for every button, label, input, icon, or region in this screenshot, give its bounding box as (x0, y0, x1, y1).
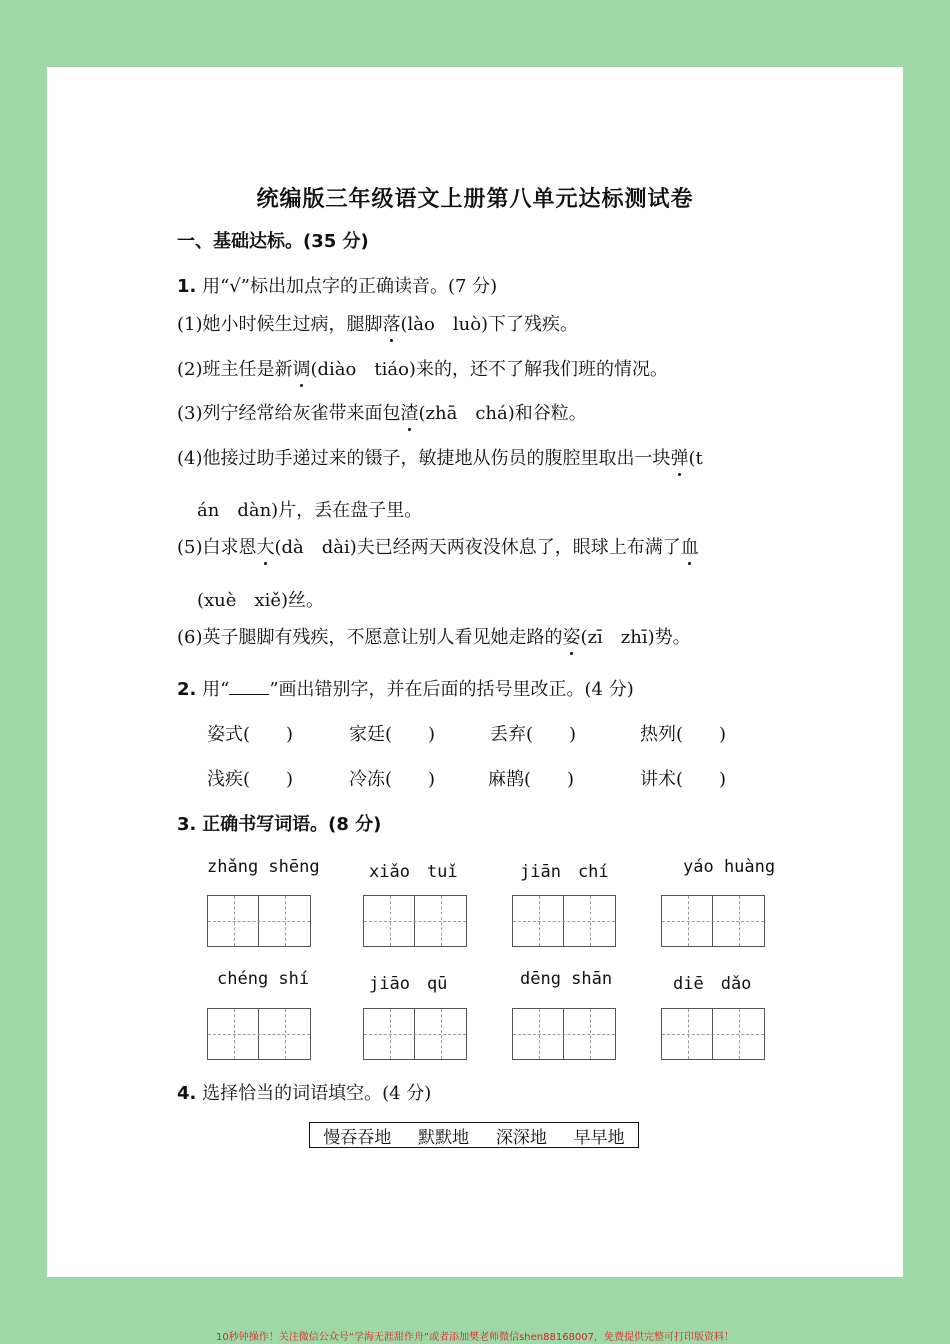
q1-item-4-pre: (4)他接过助手递过来的镊子，敏捷地从伤员的腹腔里取出一块 (177, 448, 671, 469)
q1-item-5-pre: (5)白求恩 (177, 537, 257, 558)
writing-box-2-2[interactable] (363, 1008, 467, 1060)
q4-text: 选择恰当的词语填空。(4 分) (202, 1083, 432, 1104)
q2-word-1-1: 姿式( ) (207, 724, 294, 745)
word-bank-item-1: 慢吞吞地 (323, 1127, 392, 1148)
pinyin-1-4: yáo huàng (683, 857, 776, 877)
q1-item-5-dot-char: 大 (257, 533, 275, 559)
pinyin-1-3: jiān chí (520, 862, 609, 882)
q1-item-1-dot-char: 落 (383, 310, 401, 336)
q1-item-1 (177, 310, 578, 336)
q2-word-1-2: 家廷( ) (349, 724, 436, 745)
q1-item-3 (177, 399, 587, 425)
q2-word-2-3: 麻鹊( ) (488, 769, 575, 790)
word-bank-item-2: 默默地 (418, 1127, 470, 1148)
q1-item-6-pre: (6)英子腿脚有残疾，不愿意让别人看见她走路的 (177, 627, 563, 648)
pinyin-2-2: jiāo qū (369, 974, 448, 994)
writing-box-2-3[interactable] (512, 1008, 616, 1060)
q1-item-3-pre: (3)列宁经常给灰雀带来面包 (177, 403, 401, 424)
q3-number: 3. (177, 814, 197, 835)
writing-box-1-3[interactable] (512, 895, 616, 947)
pinyin-2-3: dēng shān (520, 969, 613, 989)
q1-heading (177, 272, 497, 298)
q3-heading (177, 810, 381, 836)
q1-item-1-pre: (1)她小时候生过病，腿脚 (177, 314, 383, 335)
word-bank (309, 1122, 639, 1148)
q2-word-1-3: 丢弃( ) (490, 724, 577, 745)
pinyin-1-2: xiǎo tuǐ (369, 862, 458, 882)
word-bank-item-4: 早早地 (573, 1127, 625, 1148)
q2-word-2-1: 浅疾( ) (207, 769, 294, 790)
q1-item-4 (177, 444, 703, 470)
footer-notice: 10秒钟操作！关注微信公众号“学海无涯甜作舟”或者添加樊老师微信shen88168007，免费提供完整可打印版资料！ (215, 1332, 735, 1343)
q1-item-1-post: (lào luò)下了残疾。 (400, 314, 579, 335)
q2-word-1-4: 热列( ) (640, 724, 727, 745)
q1-item-4-post: (t (688, 448, 703, 469)
word-bank-item-3: 深深地 (495, 1127, 547, 1148)
q1-item-2 (177, 355, 668, 381)
q1-item-5-post: (dà dài)夫已经两天两夜没休息了，眼球上布满了 (274, 537, 681, 558)
q1-item-5-dot-char-2: 血 (681, 533, 699, 559)
q1-item-2-post: (diào tiáo)来的，还不了解我们班的情况。 (310, 359, 668, 380)
writing-box-1-1[interactable] (207, 895, 311, 947)
q2-word-2-2: 冷冻( ) (349, 769, 436, 790)
q4-heading (177, 1079, 431, 1105)
q4-number: 4. (177, 1083, 197, 1104)
underline-blank (229, 680, 269, 695)
q1-item-2-dot-char: 调 (293, 355, 311, 381)
pinyin-1-1: zhǎng shēng (207, 857, 320, 877)
q1-text: 用“√”标出加点字的正确读音。(7 分) (202, 276, 498, 297)
q1-item-3-dot-char: 渣 (401, 399, 419, 425)
section1-heading: 一、基础达标。(35 分) (177, 231, 369, 252)
q1-number: 1. (177, 276, 197, 297)
q2-text-pre: 用“ (202, 679, 230, 700)
page-title: 统编版三年级语文上册第八单元达标测试卷 (256, 187, 694, 212)
writing-box-2-1[interactable] (207, 1008, 311, 1060)
pinyin-2-1: chéng shí (217, 969, 310, 989)
q1-item-2-pre: (2)班主任是新 (177, 359, 293, 380)
q1-item-3-post: (zhā chá)和谷粒。 (418, 403, 587, 424)
q1-item-6-dot-char: 姿 (563, 623, 581, 649)
q3-text: 正确书写词语。(8 分) (202, 814, 382, 835)
q1-item-5 (177, 533, 699, 559)
q1-item-6 (177, 623, 691, 649)
q1-item-5-continued: (xuè xiě)丝。 (197, 590, 325, 611)
writing-box-2-4[interactable] (661, 1008, 765, 1060)
pinyin-2-4: diē dǎo (673, 974, 752, 994)
q2-number: 2. (177, 679, 197, 700)
q1-item-6-post: (zī zhī)势。 (580, 627, 691, 648)
writing-box-1-4[interactable] (661, 895, 765, 947)
q1-item-4-dot-char: 弹 (671, 444, 689, 470)
exam-paper (47, 67, 903, 1277)
q2-text-post: ”画出错别字，并在后面的括号里改正。(4 分) (269, 679, 634, 700)
writing-box-1-2[interactable] (363, 895, 467, 947)
q1-item-4-continued: án dàn)片，丢在盘子里。 (197, 500, 423, 521)
q2-word-2-4: 讲术( ) (640, 769, 727, 790)
q2-heading (177, 675, 634, 701)
